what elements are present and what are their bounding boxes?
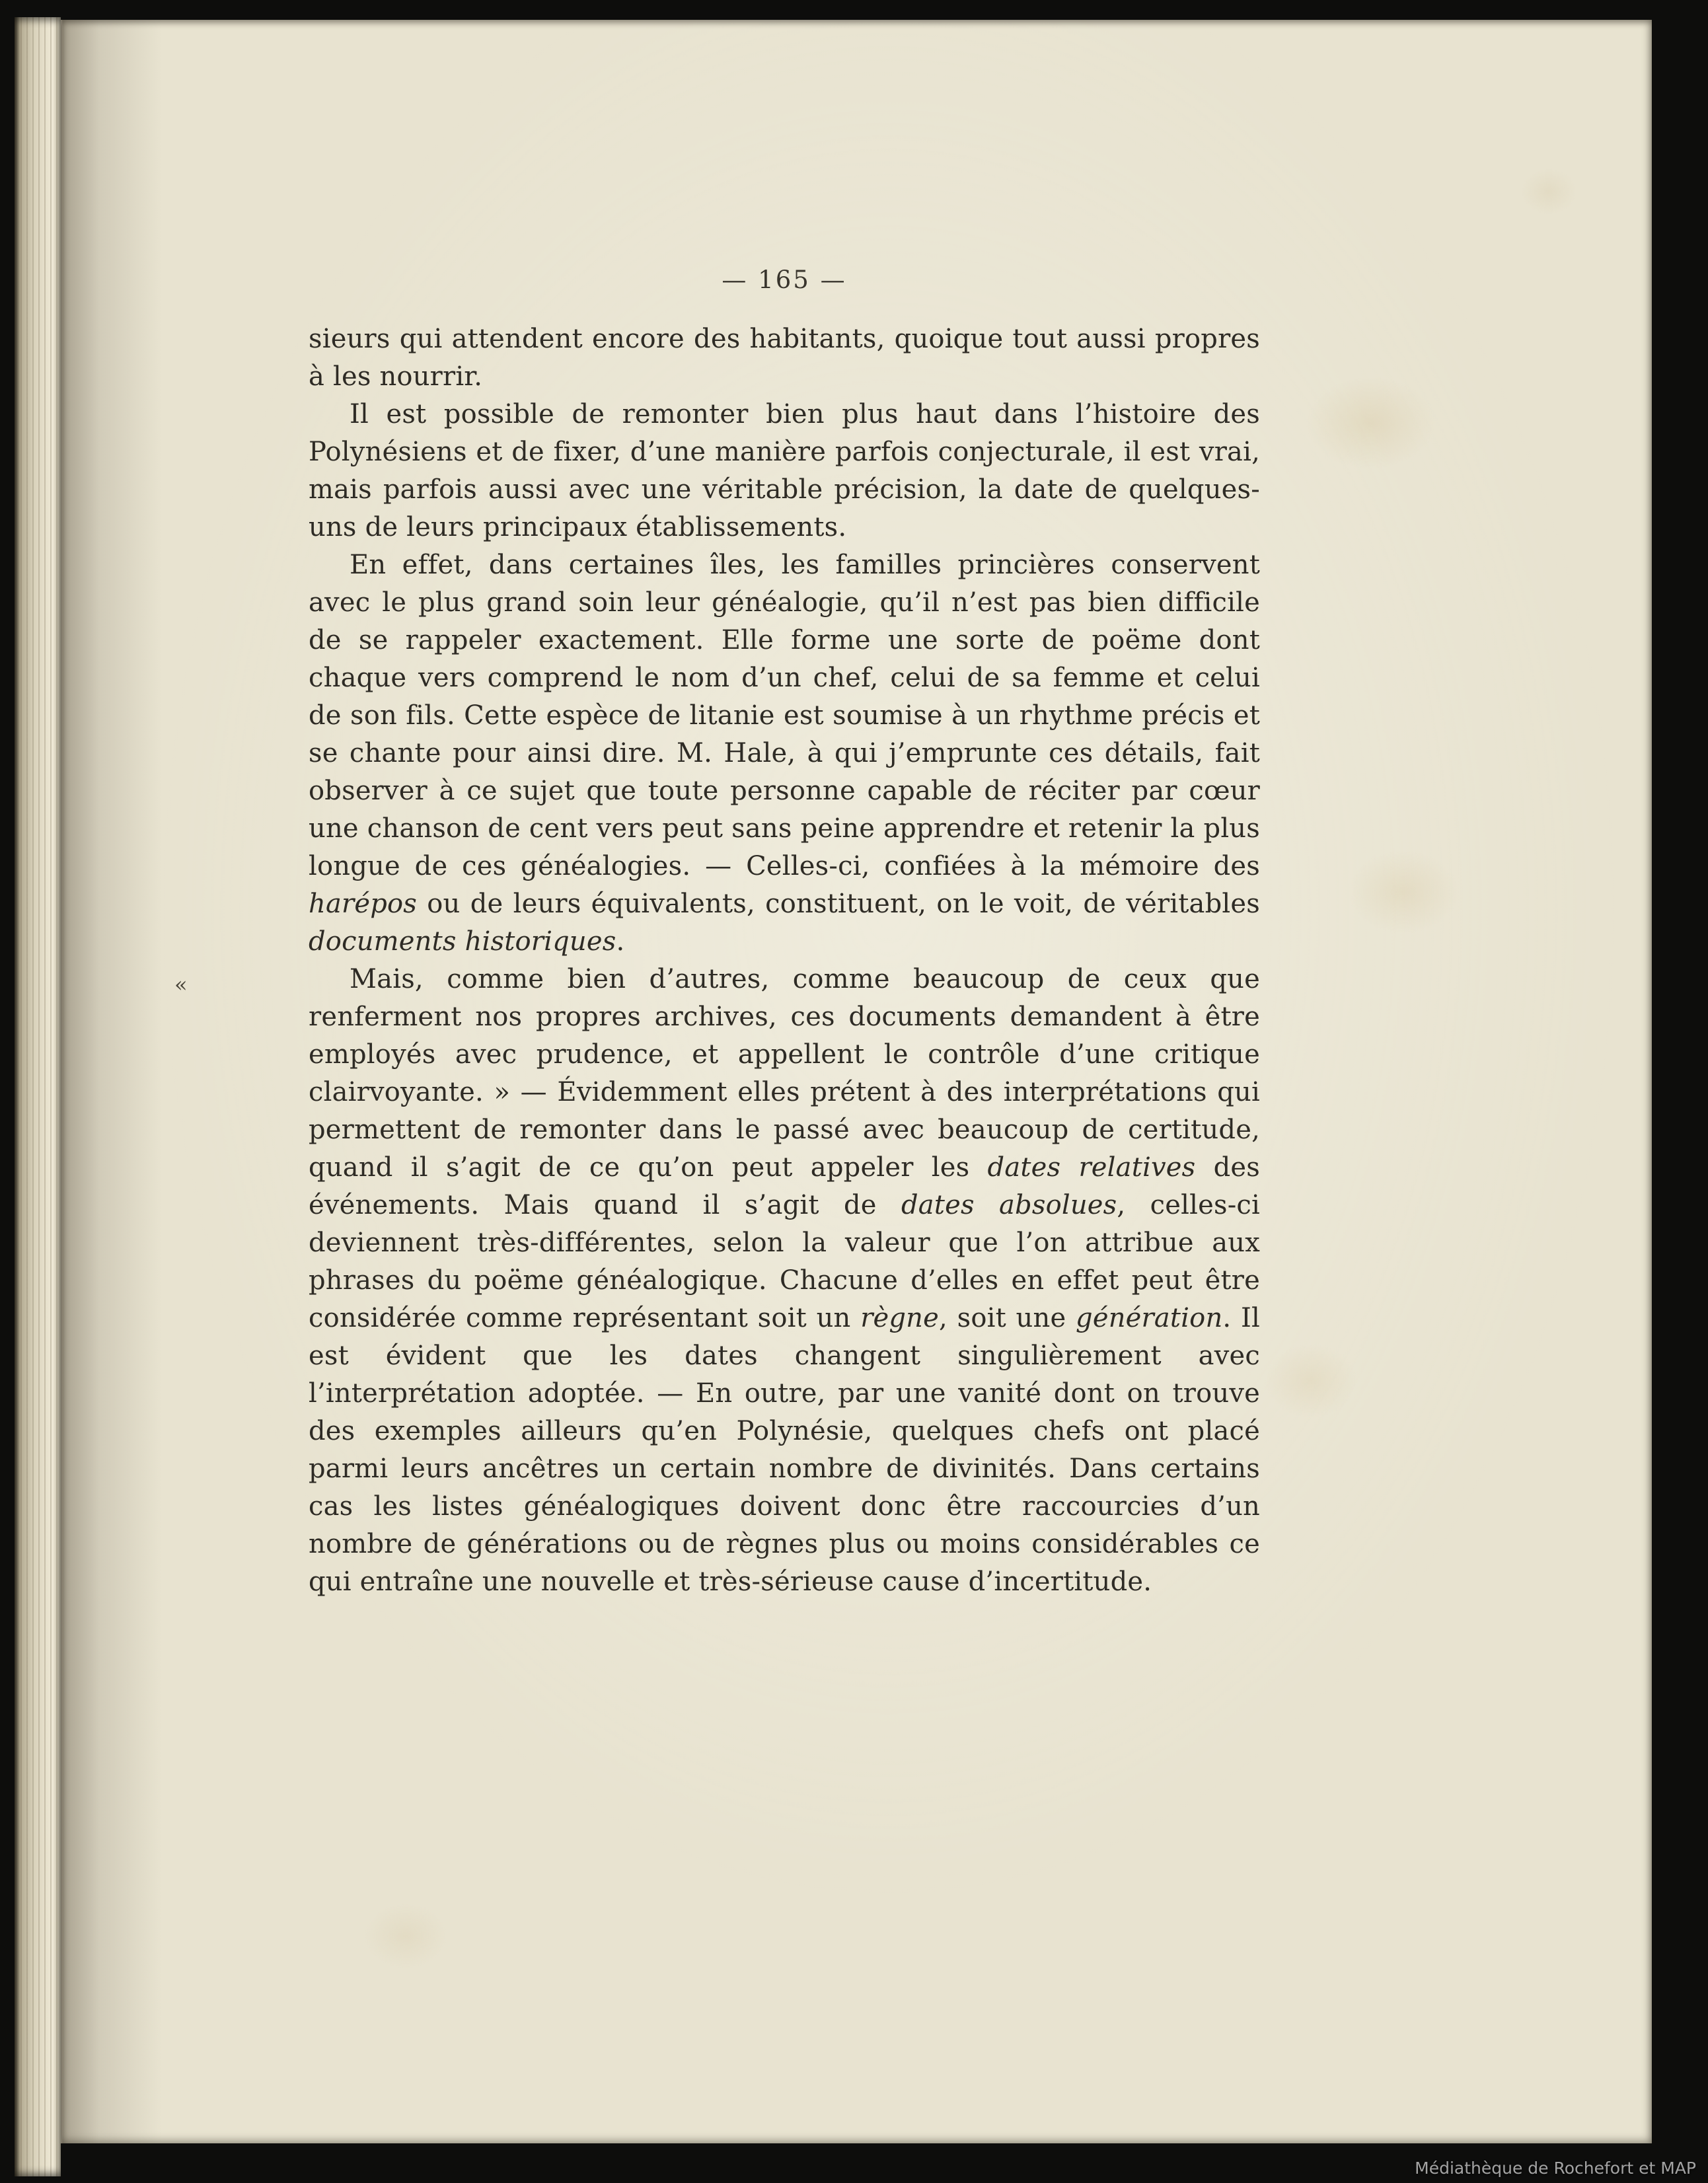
text-run: sieurs qui attendent encore des habitants, quoique tout aussi propres à les nourrir.: [309, 324, 1260, 392]
text-run: des événements. Mais quand il s’agit de: [309, 1152, 1260, 1220]
text-block: [174, 320, 1261, 1601]
text-run: En effet, dans certaines îles, les familles princières conservent avec le plus grand soin leur généalogie, qu’il n’est pas bien difficile de se rappeler exactement. Elle forme une sorte de poëme dont chaque vers comprend le nom d’un chef, celui de sa femme et celui de son fils. Cette espèce de litanie est soumise à un rhythme précis et se chante pour ainsi dire. M. Hale, à qui j’emprunte ces détails, fait observer à ce sujet que toute personne capable de réciter par cœur une chanson de cent vers peut sans peine apprendre et retenir la plus longue de ces généalogies. — Celles-ci, confiées à la mémoire des: [309, 550, 1260, 881]
paragraph: [309, 320, 1260, 396]
italic-text-run: harépos: [309, 889, 418, 919]
italic-text-run: règne: [860, 1303, 940, 1333]
text-run: Il est possible de remonter bien plus haut dans l’histoire des Polynésiens et de fixer, d’une manière parfois conjecturale, il est vrai, mais parfois aussi avec une véritable précision, la date de quelques-uns de leurs principaux établissements.: [309, 399, 1260, 542]
text-run: ou de leurs équivalents, constituent, on le voit, de véritables: [417, 889, 1260, 919]
text-run: Mais, comme bien d’autres, comme beaucoup de ceux que renferment nos propres archives, ces documents demandent à être employés avec prudence, et appellent le contrôle d’une critique clairvoyante. » — Évidemment elles prétent à des interprétations qui permettent de remonter dans le passé avec beaucoup de certitude, quand il s’agit de ce qu’on peut appeler les: [309, 964, 1260, 1183]
book-page: [61, 20, 1652, 2143]
page-number: — 165 —: [722, 266, 847, 294]
italic-text-run: génération: [1076, 1303, 1223, 1333]
italic-text-run: dates relatives: [987, 1152, 1196, 1183]
text-run: , soit une: [939, 1303, 1076, 1333]
text-run: . Il est évident que les dates changent singulièrement avec l’interprétation adoptée. — En outre, par une vanité dont on trouve des exemples ailleurs qu’en Polynésie, quelques chefs ont placé parmi leurs ancêtres un certain nombre de divinités. Dans certains cas les listes généalogiques doivent donc être raccourcies d’un nombre de générations ou de règnes plus ou moins considérables ce qui entraîne une nouvelle et très-sérieuse cause d’incertitude.: [309, 1303, 1260, 1597]
book-page-edges: [15, 17, 61, 2176]
italic-text-run: dates absolues: [901, 1190, 1117, 1220]
text-run: .: [616, 926, 625, 957]
paragraph: [174, 961, 1261, 1601]
watermark: Médiathèque de Rochefort et MAP: [1415, 2159, 1696, 2178]
text-run: , celles-ci deviennent très-différentes, selon la valeur que l’on attribue aux phrases du poëme généalogique. Chacune d’elles en effet peut être considérée comme représentant soit un: [309, 1190, 1261, 1333]
paragraph: [309, 546, 1260, 961]
paragraph: [309, 396, 1260, 546]
italic-text-run: documents historiques: [309, 926, 616, 957]
margin-quote-mark: «: [174, 972, 188, 997]
